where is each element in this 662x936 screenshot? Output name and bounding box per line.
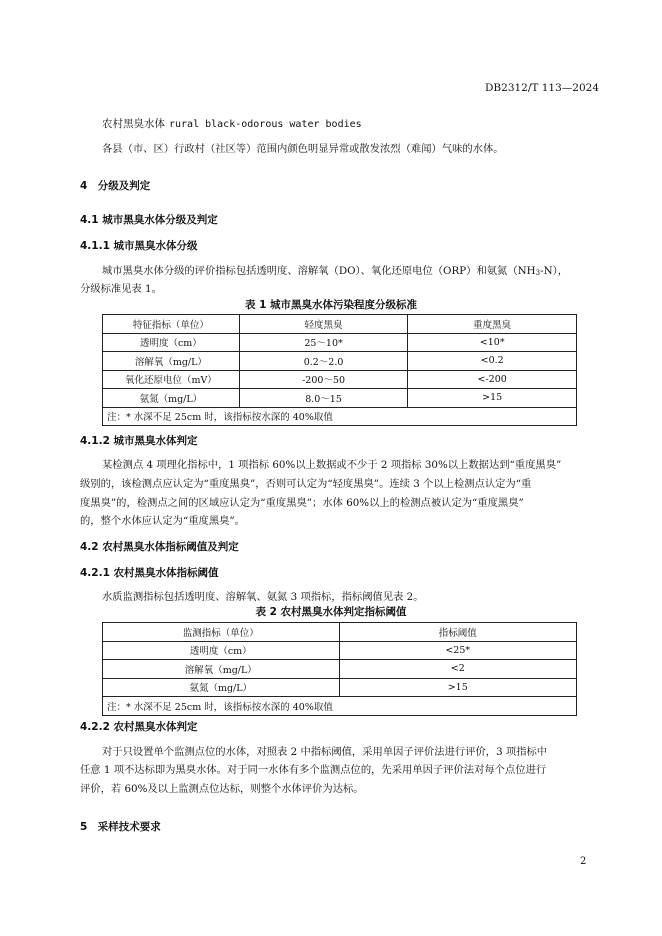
table-cell: 氧化还原电位（mV）	[103, 370, 240, 389]
para-text-end: -N），	[540, 265, 569, 277]
table-row	[103, 333, 577, 352]
section-4-2-1-para: 水质监测指标包括透明度、溶解氧、氨氮 3 项指标，指标阈值见表 2。	[102, 591, 424, 603]
table-cell: <-200	[408, 370, 577, 389]
table-row	[103, 678, 577, 697]
section-4-2-heading: 4.2 农村黑臭水体指标阈值及判定	[80, 541, 239, 553]
section-4-1-1-heading: 4.1.1 城市黑臭水体分级	[80, 240, 198, 252]
table-cell: >15	[408, 389, 577, 408]
table-cell: 0.2～2.0	[239, 352, 408, 371]
table-cell: -200～50	[239, 370, 408, 389]
section-4-2-2-line: 任意 1 项不达标即为黑臭水体。对于同一水体有多个监测点位的，先采用单因子评价法对每个点位进行	[80, 764, 547, 776]
table-header-row	[103, 315, 577, 334]
header-cell: 轻度黑臭	[239, 315, 408, 334]
table-row	[103, 660, 577, 679]
header-cell: 指标阈值	[339, 623, 576, 642]
table-cell: <2	[339, 660, 576, 679]
table-cell: 透明度（cm）	[103, 641, 340, 660]
table-cell: <10*	[408, 333, 577, 352]
section-4-1-2-line: 的，整个水体应认定为“重度黑臭”。	[80, 515, 245, 527]
table-note: 注：* 水深不足 25cm 时，该指标按水深的 40%取值	[103, 697, 577, 716]
table-cell: 氨氮（mg/L）	[103, 678, 340, 697]
section-4-1-1-para-line1	[102, 261, 568, 283]
section-4-heading: 4 分级及判定	[80, 180, 151, 192]
section-4-1-2-line: 某检测点 4 项理化指标中，1 项指标 60%以上数据或不少于 2 项指标 30%以上数据达到“重度黑臭”	[102, 459, 562, 471]
term-entry	[102, 116, 362, 131]
section-4-2-2-line: 评价，若 60%及以上监测点位达标，则整个水体评价为达标。	[80, 783, 364, 795]
section-4-1-2-line: 度黑臭”的，检测点之间的区域应认定为“重度黑臭”；水体 60%以上的检测点被认定为“重度黑臭”	[80, 497, 524, 509]
term-english: rural black-odorous water bodies	[169, 119, 362, 130]
table-header-row	[103, 623, 577, 642]
table-2-caption: 表 2 农村黑臭水体判定指标阈值	[255, 606, 407, 618]
section-4-2-2-line: 对于只设置单个监测点位的水体，对照表 2 中指标阈值，采用单因子评价法进行评价，3 项指标中	[102, 746, 548, 758]
table-note: 注：* 水深不足 25cm 时，该指标按水深的 40%取值	[103, 407, 577, 426]
header-cell: 重度黑臭	[408, 315, 577, 334]
table-cell: <25*	[339, 641, 576, 660]
table-1	[102, 314, 577, 426]
table-cell: 溶解氧（mg/L）	[103, 660, 340, 679]
table-row	[103, 641, 577, 660]
table-cell: 氨氮（mg/L）	[103, 389, 240, 408]
table-row	[103, 389, 577, 408]
table-1-caption: 表 1 城市黑臭水体污染程度分级标准	[244, 299, 418, 311]
page-number: 2	[580, 856, 587, 867]
section-4-2-2-heading: 4.2.2 农村黑臭水体判定	[80, 721, 198, 733]
table-2	[102, 622, 577, 716]
section-4-1-heading: 4.1 城市黑臭水体分级及判定	[80, 214, 218, 226]
table-cell: 溶解氧（mg/L）	[103, 352, 240, 371]
table-cell: 透明度（cm）	[103, 333, 240, 352]
table-cell: >15	[339, 678, 576, 697]
table-row	[103, 370, 577, 389]
section-4-2-1-heading: 4.2.1 农村黑臭水体指标阈值	[80, 567, 219, 579]
section-4-1-2-heading: 4.1.2 城市黑臭水体判定	[80, 435, 198, 447]
section-4-1-2-line: 级别的，该检测点应认定为“重度黑臭”，否则可认定为“轻度黑臭”。连续 3 个以上检测点认定为“重	[80, 478, 532, 490]
subscript: 3	[535, 269, 541, 277]
para-text: 城市黑臭水体分级的评价指标包括透明度、溶解氧（DO）、氧化还原电位（ORP）和氨氮（NH	[102, 265, 536, 277]
header-cell: 监测指标（单位）	[103, 623, 340, 642]
section-4-1-1-para-line2: 分级标准见表 1。	[80, 283, 162, 295]
term-chinese: 农村黑臭水体	[102, 118, 165, 130]
table-cell: 25～10*	[239, 333, 408, 352]
document-number: DB2312/T 113—2024	[485, 82, 599, 94]
table-note-row	[103, 407, 577, 426]
table-cell: 8.0～15	[239, 389, 408, 408]
table-note-row	[103, 697, 577, 716]
term-definition: 各县（市、区）行政村（社区等）范围内颜色明显异常或散发浓烈（难闻）气味的水体。	[102, 143, 504, 155]
table-row	[103, 352, 577, 371]
table-cell: <0.2	[408, 352, 577, 371]
header-cell: 特征指标（单位）	[103, 315, 240, 334]
section-5-heading: 5 采样技术要求	[80, 821, 161, 833]
